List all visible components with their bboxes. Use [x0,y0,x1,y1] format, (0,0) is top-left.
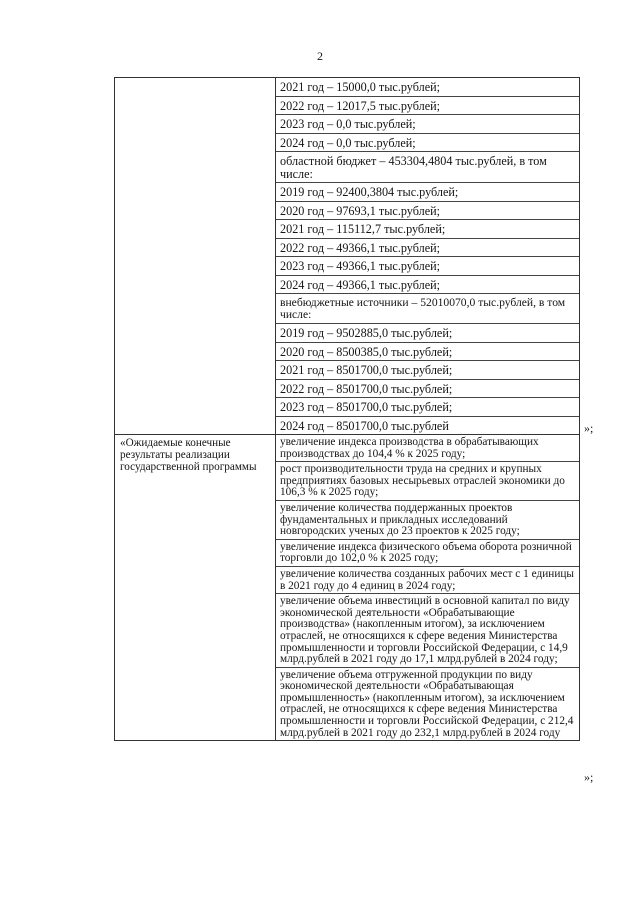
result-item: увеличение индекса производства в обрабатывающих производствах до 104,4 % к 2025 году; [276,435,579,462]
finance-line: 2022 год – 12017,5 тыс.рублей; [276,97,579,116]
result-item: увеличение объема инвестиций в основной капитал по виду экономической деятельности «Обрабатывающие производства» (накопленным итогом), за исключением отраслей, не относящихся к сфере ведения Министерства промышленности и торговли Российской Федерации, с 14,9 млрд.рублей в 2021 году до 17,1 млрд.рублей в 2024 году; [276,594,579,668]
results-row [115,435,580,741]
finance-row [115,78,580,435]
finance-values-cell [276,78,580,435]
finance-line: 2019 год – 92400,3804 тыс.рублей; [276,183,579,202]
results-values-cell [276,435,580,741]
finance-line: 2023 год – 49366,1 тыс.рублей; [276,257,579,276]
finance-line-regional-budget: областной бюджет – 453304,4804 тыс.рублей, в том числе: [276,152,579,183]
finance-line: 2022 год – 8501700,0 тыс.рублей; [276,380,579,399]
finance-line: 2024 год – 49366,1 тыс.рублей; [276,276,579,295]
results-label-cell [115,435,276,741]
finance-line: 2021 год – 8501700,0 тыс.рублей; [276,361,579,380]
program-passport-table [114,77,580,741]
result-item: увеличение количества поддержанных проектов фундаментальных и прикладных исследований новгородских ученых до 23 проектов к 2025 году; [276,501,579,540]
closing-quote-mark: »; [584,421,594,435]
finance-line-extrabudgetary: внебюджетные источники – 52010070,0 тыс.рублей, в том числе: [276,294,579,324]
result-item: рост производительности труда на средних и крупных предприятиях базовых несырьевых отраслей экономики до 106,3 % к 2025 году; [276,462,579,501]
finance-line: 2023 год – 0,0 тыс.рублей; [276,115,579,134]
result-item: увеличение объема отгруженной продукции по виду экономической деятельности «Обрабатывающая промышленность» (накопленным итогом), за исключением отраслей, не относящихся к сфере ведения Министерства промышленности и торговли Российской Федерации, с 212,4 млрд.рублей в 2021 году до 232,1 млрд.рублей в 2024 году [280,668,574,739]
finance-line: 2021 год – 115112,7 тыс.рублей; [276,220,579,239]
finance-line: 2019 год – 9502885,0 тыс.рублей; [276,324,579,343]
closing-quote-mark: »; [584,770,594,784]
finance-line: 2024 год – 0,0 тыс.рублей; [276,134,579,153]
finance-line: 2020 год – 97693,1 тыс.рублей; [276,202,579,221]
finance-line: 2022 год – 49366,1 тыс.рублей; [276,239,579,258]
result-item: увеличение индекса физического объема оборота розничной торговли до 102,0 % к 2025 году; [276,540,579,567]
finance-label-cell [115,78,276,435]
results-label: «Ожидаемые конечные результаты реализации государственной программы [120,437,257,473]
finance-line: 2023 год – 8501700,0 тыс.рублей; [276,398,579,417]
page-number: 2 [317,49,323,63]
finance-line: 2024 год – 8501700,0 тыс.рублей [280,418,449,433]
result-item: увеличение количества созданных рабочих мест с 1 единицы в 2021 году до 4 единиц в 2024 году; [276,567,579,594]
finance-line: 2021 год – 15000,0 тыс.рублей; [276,78,579,97]
finance-line: 2020 год – 8500385,0 тыс.рублей; [276,343,579,362]
